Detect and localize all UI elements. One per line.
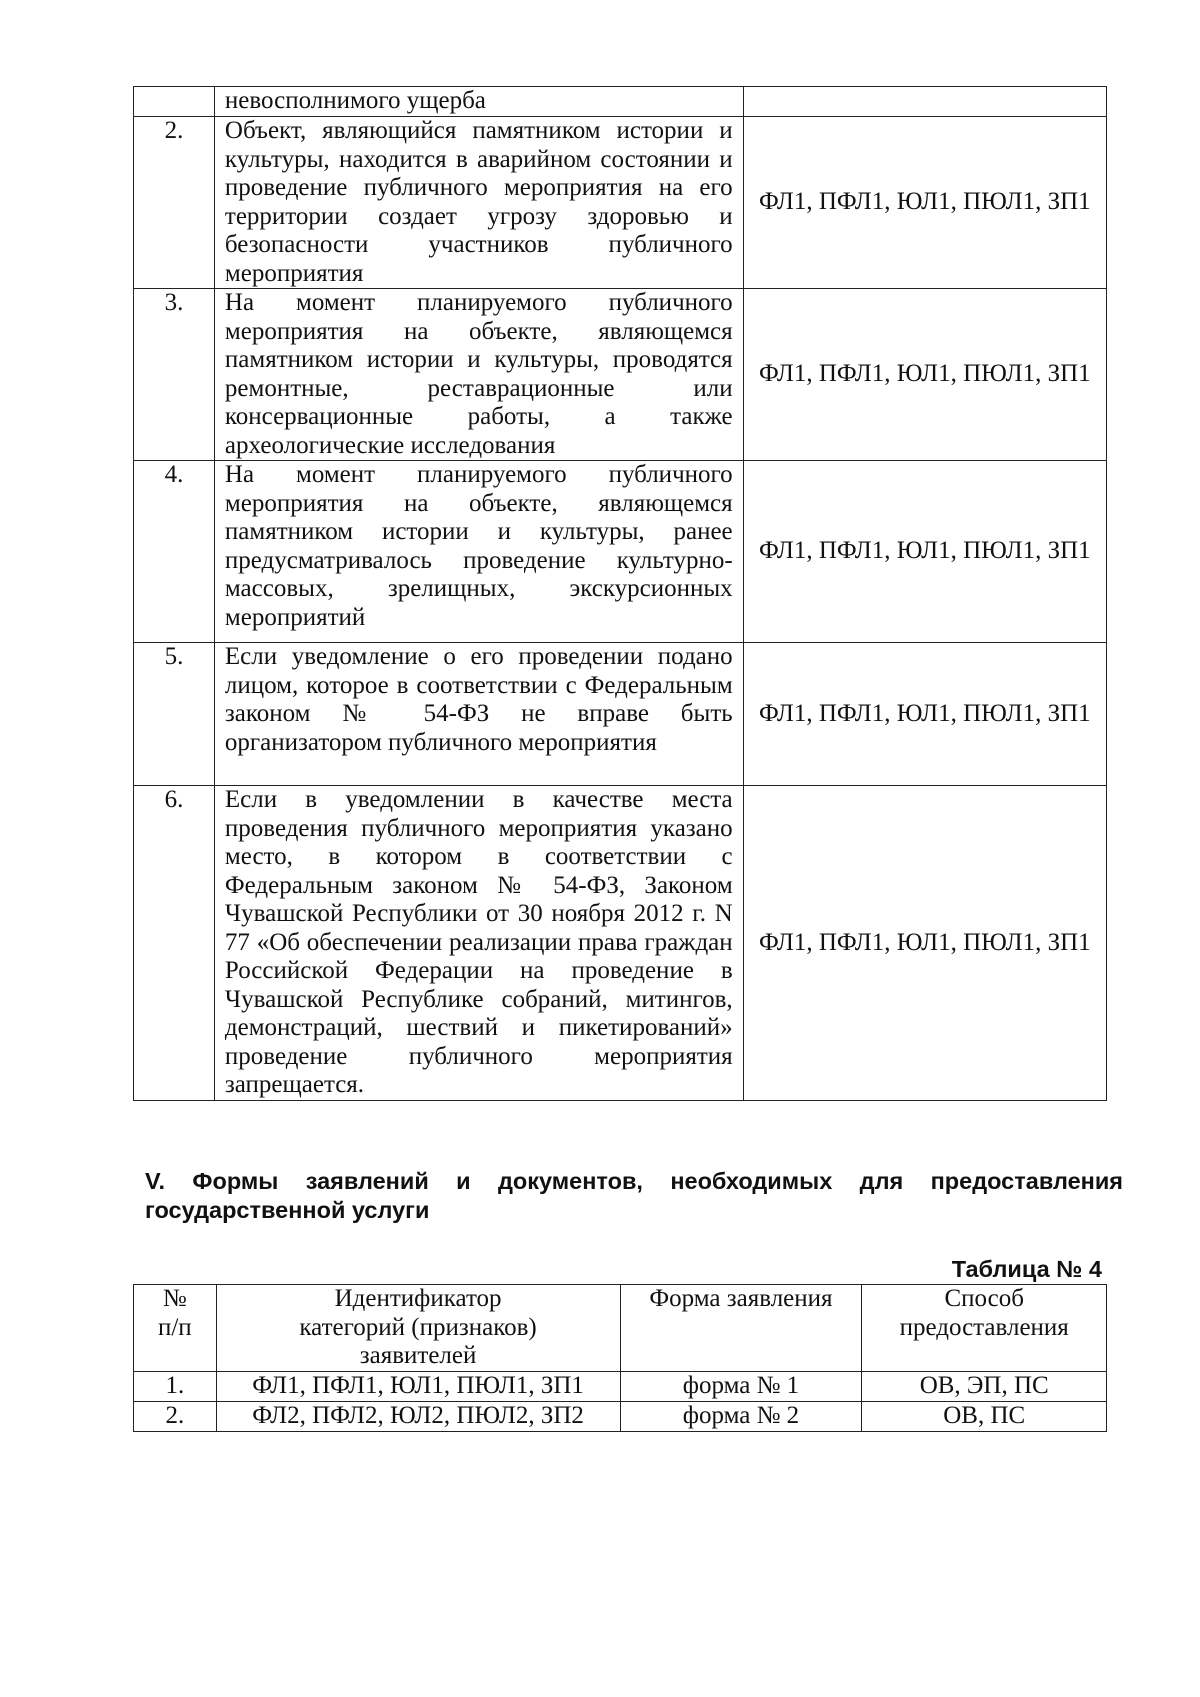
table-row (134, 461, 1107, 643)
row-description: невосполнимого ущерба (214, 87, 743, 117)
row-form: форма № 2 (620, 1402, 862, 1432)
row-description: На момент планируемого публичного мероприятия на объекте, являющемся памятником истории и культуры, проводятся ремонтные, реставрационные или консервационные работы, а также археологические исследования (214, 289, 743, 461)
row-number: 4. (134, 461, 215, 643)
table-row (134, 786, 1107, 1101)
row-number: 5. (134, 643, 215, 786)
header-method: Способ предоставления (862, 1285, 1107, 1372)
row-description: Если в уведомлении в качестве места проведения публичного мероприятия указано место, в котором в соответствии с Федеральным законом № 54-ФЗ, Законом Чувашской Республики от 30 ноября 2012 г. N 77 «Об обеспечении реализации права граждан Российской Федерации на проведение в Чувашской Республике собраний, митингов, демонстраций, шествий и пикетирований» проведение публичного мероприятия запрещается. (214, 786, 743, 1101)
row-description: Объект, являющийся памятником истории и культуры, находится в аварийном состоянии и проведение публичного мероприятия на его территории создает угрозу здоровью и безопасности участников публичного мероприятия (214, 117, 743, 289)
application-forms-table (133, 1284, 1107, 1432)
header-number: № п/п (134, 1285, 217, 1372)
grounds-table-continuation (133, 86, 1107, 1101)
table-caption: Таблица № 4 (951, 1256, 1102, 1282)
row-applicant-codes: ФЛ1, ПФЛ1, ЮЛ1, ПЮЛ1, ЗП1 (743, 643, 1106, 786)
row-number: 2. (134, 117, 215, 289)
row-applicant-codes (743, 87, 1106, 117)
row-method: ОВ, ЭП, ПС (862, 1372, 1107, 1402)
row-applicant-codes: ФЛ1, ПФЛ1, ЮЛ1, ПЮЛ1, ЗП1 (743, 461, 1106, 643)
row-applicant-codes: ФЛ1, ПФЛ1, ЮЛ1, ПЮЛ1, ЗП1 (743, 786, 1106, 1101)
row-number: 2. (134, 1402, 217, 1432)
row-applicant-codes: ФЛ1, ПФЛ1, ЮЛ1, ПЮЛ1, ЗП1 (743, 117, 1106, 289)
table-row (134, 289, 1107, 461)
table-row (134, 643, 1107, 786)
row-identifier: ФЛ1, ПФЛ1, ЮЛ1, ПЮЛ1, ЗП1 (216, 1372, 620, 1402)
table-row (134, 1372, 1107, 1402)
header-identifier: Идентификатор категорий (признаков) заявителей (216, 1285, 620, 1372)
header-form: Форма заявления (620, 1285, 862, 1372)
section-heading: V. Формы заявлений и документов, необходимых для предоставления государственной услуги (145, 1168, 1123, 1223)
row-form: форма № 1 (620, 1372, 862, 1402)
row-number: 6. (134, 786, 215, 1101)
table-header-row (134, 1285, 1107, 1372)
row-description: Если уведомление о его проведении подано лицом, которое в соответствии с Федеральным законом № 54-ФЗ не вправе быть организатором публичного мероприятия (214, 643, 743, 786)
row-description: На момент планируемого публичного мероприятия на объекте, являющемся памятником истории и культуры, ранее предусматривалось проведение культурно-массовых, зрелищных, экскурсионных мероприятий (214, 461, 743, 643)
row-method: ОВ, ПС (862, 1402, 1107, 1432)
row-identifier: ФЛ2, ПФЛ2, ЮЛ2, ПЮЛ2, ЗП2 (216, 1402, 620, 1432)
row-number (134, 87, 215, 117)
row-number: 1. (134, 1372, 217, 1402)
row-applicant-codes: ФЛ1, ПФЛ1, ЮЛ1, ПЮЛ1, ЗП1 (743, 289, 1106, 461)
table-row (134, 1402, 1107, 1432)
table-row (134, 87, 1107, 117)
row-number: 3. (134, 289, 215, 461)
table-row (134, 117, 1107, 289)
